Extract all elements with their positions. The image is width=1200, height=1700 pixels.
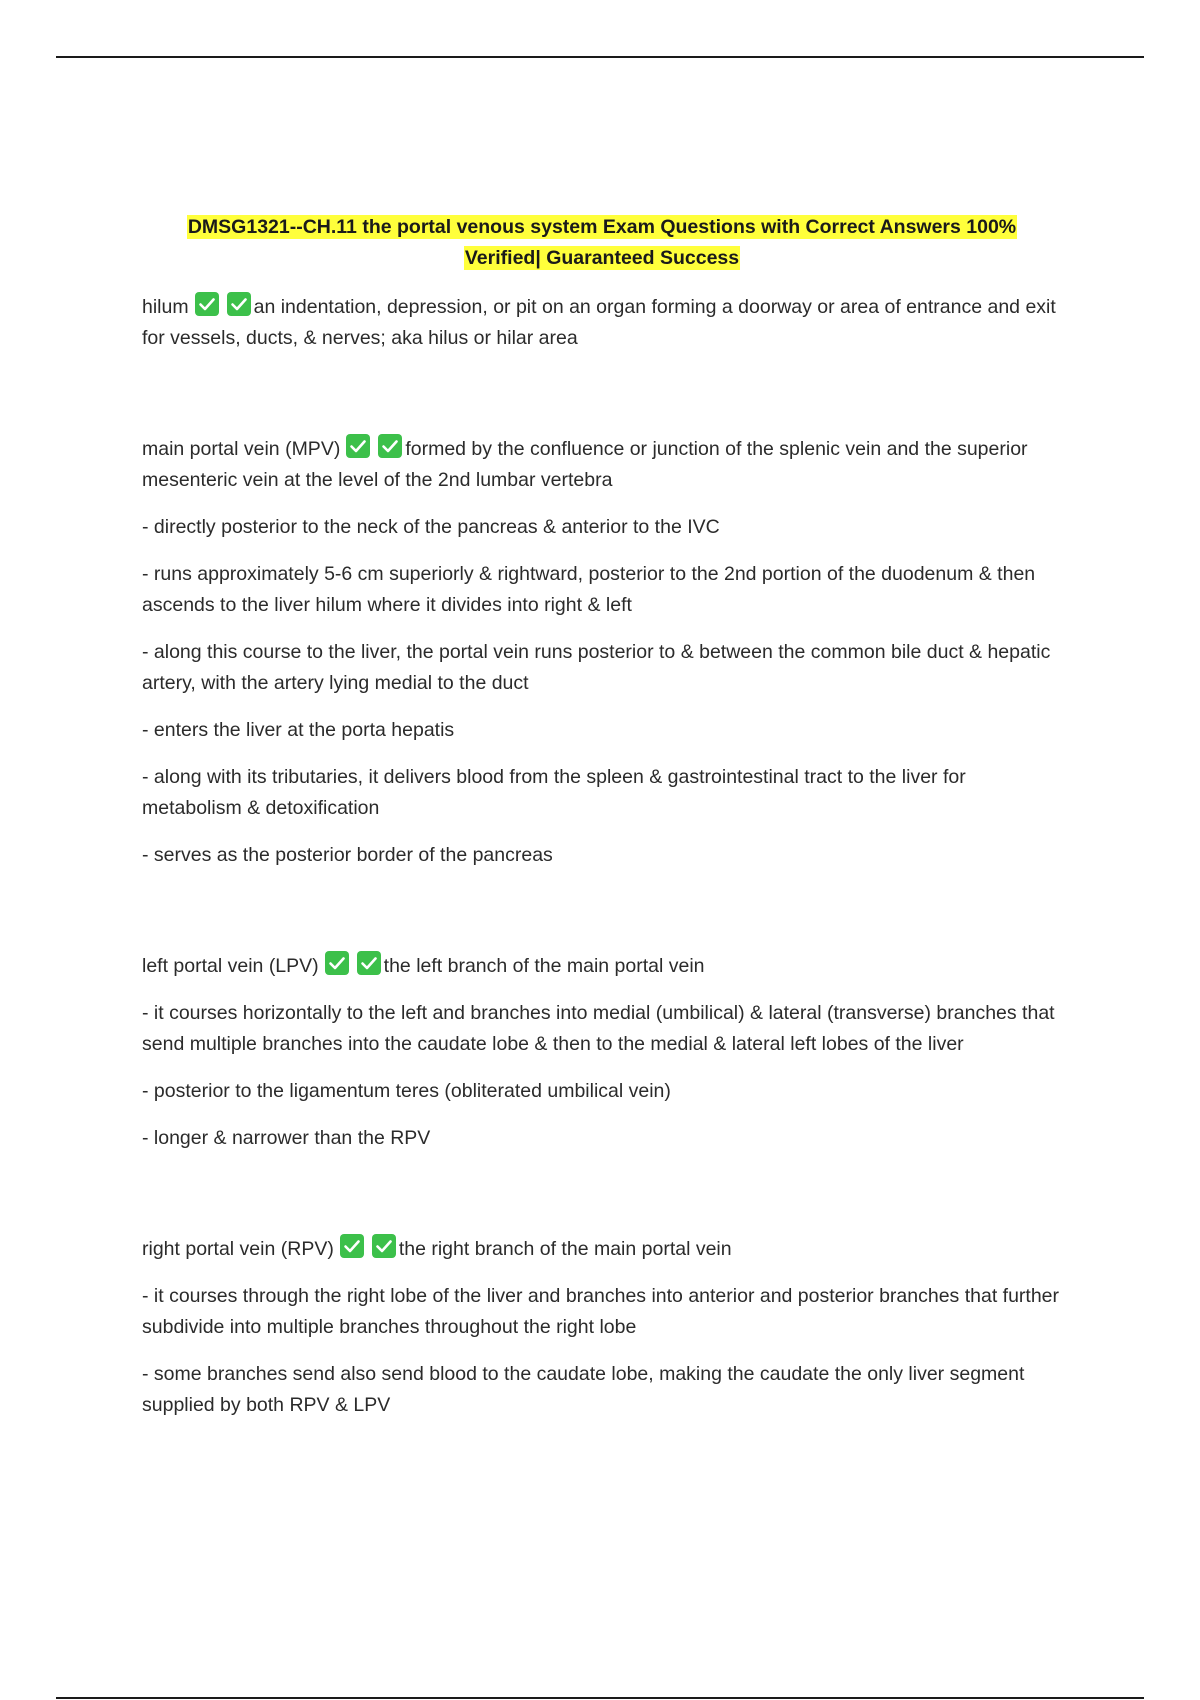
check-marks: [195, 292, 251, 316]
entry-bullet: - some branches send also send blood to the caudate lobe, making the caudate the only liver segment supplied by both RPV & LPV: [142, 1363, 1025, 1416]
entry-definition-text: formed by the confluence or junction of the splenic vein and the superior mesenteric vein at the level of the 2nd lumbar vertebra: [142, 438, 1028, 491]
entry-bullet: - directly posterior to the neck of the pancreas & anterior to the IVC: [142, 516, 720, 538]
entry-spacer: [142, 370, 1062, 434]
check-mark-icon: [227, 292, 251, 316]
entry-bullet: - posterior to the ligamentum teres (obliterated umbilical vein): [142, 1080, 671, 1102]
check-mark-icon: [325, 951, 349, 975]
entry-definition: [142, 951, 1062, 982]
entry-term: right portal vein (RPV): [142, 1238, 334, 1260]
entry-bullet: - along with its tributaries, it delivers blood from the spleen & gastrointestinal tract to the liver for metabolism & detoxification: [142, 766, 966, 819]
check-mark-icon: [195, 292, 219, 316]
entry-definition: [142, 434, 1062, 496]
check-mark-icon: [372, 1234, 396, 1258]
check-mark-icon: [378, 434, 402, 458]
title-line-2: Verified| Guaranteed Success: [464, 247, 740, 269]
check-marks: [346, 434, 402, 458]
entries-list: [142, 292, 1062, 1421]
entry-definition-text: the left branch of the main portal vein: [383, 955, 705, 977]
entry-bullet: - along this course to the liver, the portal vein runs posterior to & between the common bile duct & hepatic artery, with the artery lying medial to the duct: [142, 641, 1051, 694]
check-marks: [325, 951, 381, 975]
entry-bullet: - it courses horizontally to the left and branches into medial (umbilical) & lateral (transverse) branches that send multiple branches into the caudate lobe & then to the medial & lateral left lobes of the liver: [142, 1002, 1055, 1055]
entry-bullet: - runs approximately 5-6 cm superiorly & rightward, posterior to the 2nd portion of the duodenum & then ascends to the liver hilum where it divides into right & left: [142, 563, 1036, 616]
entry-definition-text: an indentation, depression, or pit on an organ forming a doorway or area of entrance and exit for vessels, ducts, & nerves; aka hilus or hilar area: [142, 296, 1056, 349]
footer-rule: [56, 1697, 1144, 1699]
entry-bullet: - serves as the posterior border of the pancreas: [142, 844, 553, 866]
entry-bullet: - enters the liver at the porta hepatis: [142, 719, 455, 741]
entry-spacer: [142, 1170, 1062, 1234]
entry-definition-text: the right branch of the main portal vein: [398, 1238, 732, 1260]
entry-bullet: - longer & narrower than the RPV: [142, 1127, 431, 1149]
entry-term: hilum: [142, 296, 189, 318]
document-body: [142, 212, 1062, 1437]
check-mark-icon: [340, 1234, 364, 1258]
header-rule: [56, 56, 1144, 58]
entry-definition: [142, 292, 1062, 354]
entry-spacer: [142, 887, 1062, 951]
check-mark-icon: [346, 434, 370, 458]
check-mark-icon: [357, 951, 381, 975]
entry-bullet: - it courses through the right lobe of the liver and branches into anterior and posterior branches that further subdivide into multiple branches throughout the right lobe: [142, 1285, 1060, 1338]
entry-term: left portal vein (LPV): [142, 955, 319, 977]
title-line-1: DMSG1321--CH.11 the portal venous system Exam Questions with Correct Answers 100%: [187, 216, 1017, 238]
check-marks: [340, 1234, 396, 1258]
document-title: [142, 212, 1062, 274]
entry-definition: [142, 1234, 1062, 1265]
entry-term: main portal vein (MPV): [142, 438, 341, 460]
